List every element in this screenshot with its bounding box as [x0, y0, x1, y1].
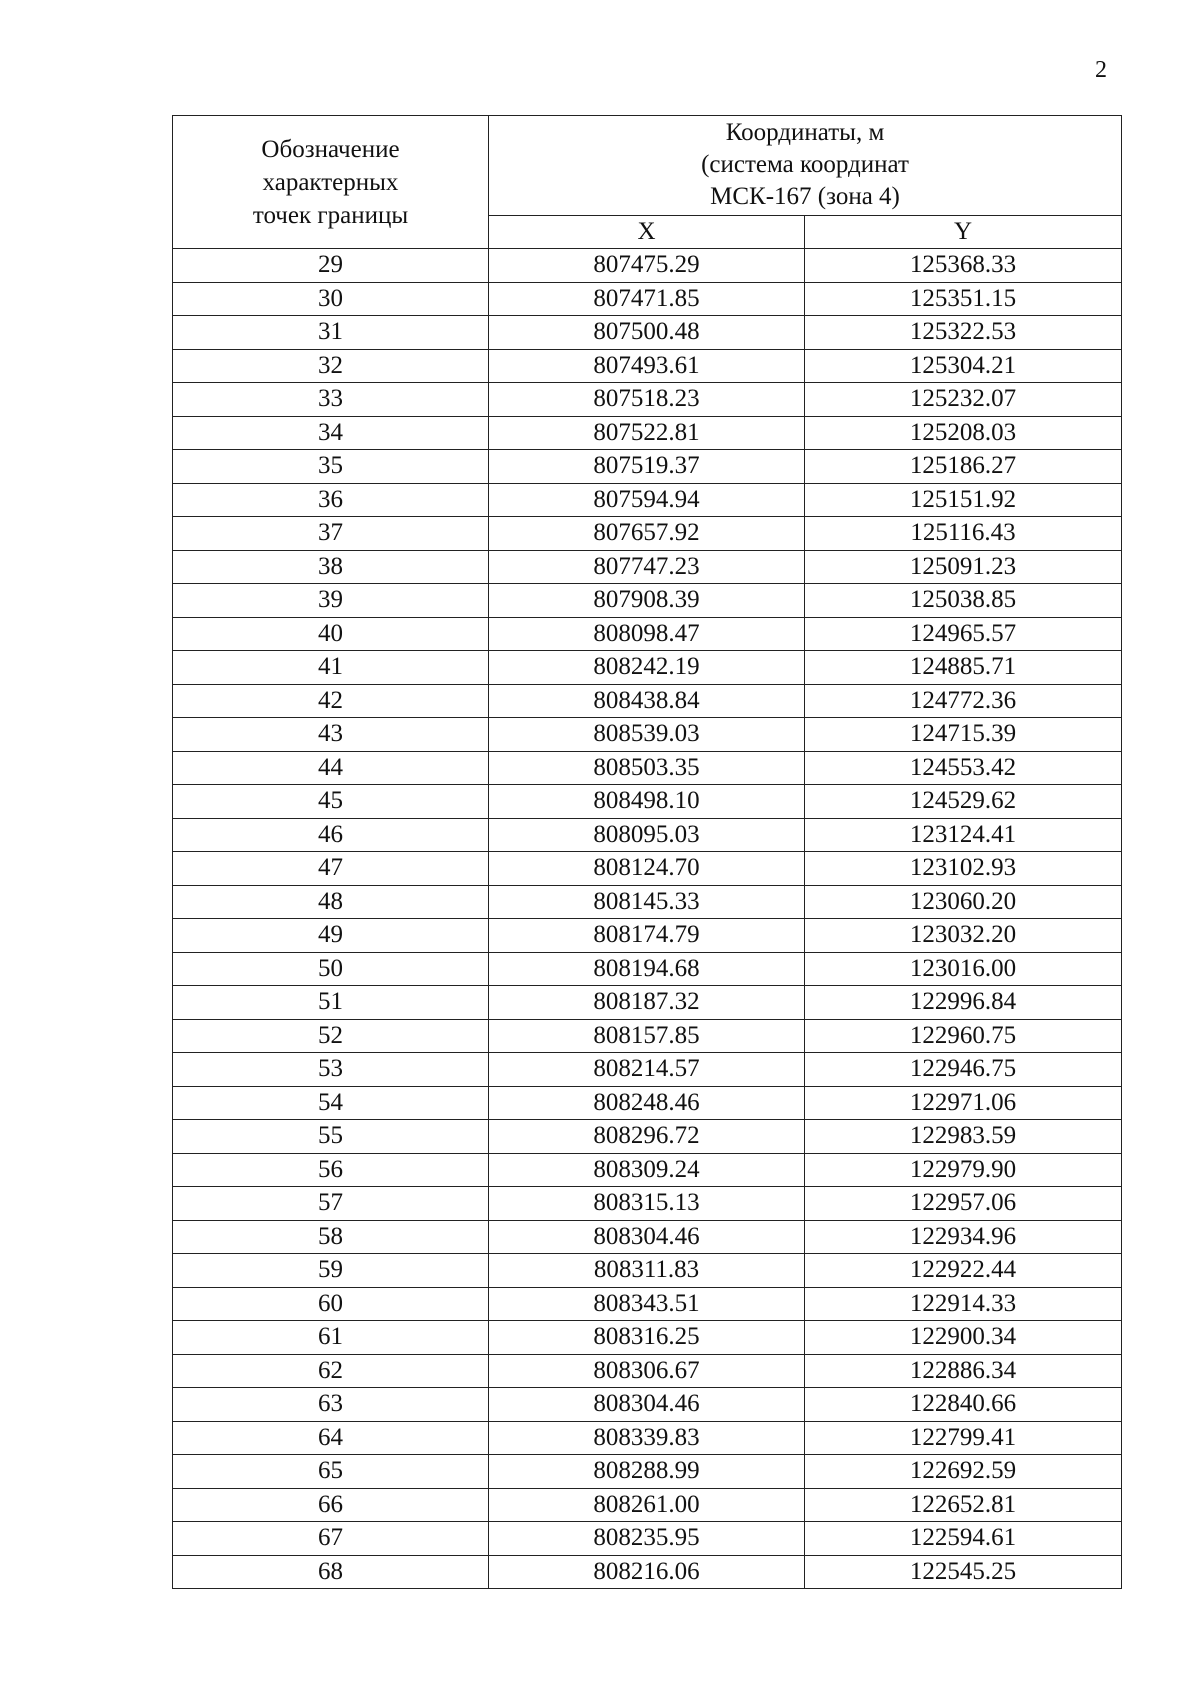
y-coordinate-cell: 124885.71: [805, 651, 1122, 685]
y-coordinate-cell: 124529.62: [805, 785, 1122, 819]
x-coordinate-cell: 808304.46: [489, 1388, 805, 1422]
y-coordinate-cell: 125322.53: [805, 316, 1122, 350]
y-coordinate-cell: 125232.07: [805, 383, 1122, 417]
point-designation-header: [173, 116, 489, 249]
table-row: [173, 1086, 1122, 1120]
table-row: [173, 919, 1122, 953]
y-coordinate-cell: 125116.43: [805, 517, 1122, 551]
y-coordinate-cell: 125151.92: [805, 483, 1122, 517]
y-coordinate-cell: 124965.57: [805, 617, 1122, 651]
point-cell: 62: [173, 1354, 489, 1388]
y-coordinate-cell: 123060.20: [805, 885, 1122, 919]
x-coordinate-cell: 808248.46: [489, 1086, 805, 1120]
table-row: [173, 1522, 1122, 1556]
table-row: [173, 651, 1122, 685]
y-coordinate-cell: 122996.84: [805, 986, 1122, 1020]
table-row: [173, 1354, 1122, 1388]
y-coordinate-cell: 122652.81: [805, 1488, 1122, 1522]
point-cell: 45: [173, 785, 489, 819]
x-coordinate-cell: 807475.29: [489, 249, 805, 283]
table-row: [173, 617, 1122, 651]
point-cell: 30: [173, 282, 489, 316]
y-coordinate-cell: 122886.34: [805, 1354, 1122, 1388]
x-coordinate-cell: 808242.19: [489, 651, 805, 685]
y-coordinate-cell: 122971.06: [805, 1086, 1122, 1120]
x-coordinate-cell: 808194.68: [489, 952, 805, 986]
point-cell: 38: [173, 550, 489, 584]
point-cell: 44: [173, 751, 489, 785]
x-coordinate-cell: 807594.94: [489, 483, 805, 517]
table-row: [173, 550, 1122, 584]
y-coordinate-cell: 122960.75: [805, 1019, 1122, 1053]
table-row: [173, 852, 1122, 886]
y-coordinate-cell: 122840.66: [805, 1388, 1122, 1422]
x-coordinate-cell: 808157.85: [489, 1019, 805, 1053]
table-row: [173, 718, 1122, 752]
point-cell: 64: [173, 1421, 489, 1455]
x-column-header: X: [489, 215, 805, 248]
point-cell: 49: [173, 919, 489, 953]
x-coordinate-cell: 807908.39: [489, 584, 805, 618]
y-coordinate-cell: 122594.61: [805, 1522, 1122, 1556]
coords-header-line: МСК-167 (зона 4): [710, 183, 900, 211]
point-header-line: характерных: [262, 168, 399, 196]
point-cell: 55: [173, 1120, 489, 1154]
point-cell: 61: [173, 1321, 489, 1355]
x-coordinate-cell: 808539.03: [489, 718, 805, 752]
y-coordinate-cell: 124715.39: [805, 718, 1122, 752]
x-coordinate-cell: 808343.51: [489, 1287, 805, 1321]
table-header: [173, 116, 1122, 249]
x-coordinate-cell: 808098.47: [489, 617, 805, 651]
y-coordinate-cell: 123032.20: [805, 919, 1122, 953]
x-coordinate-cell: 808216.06: [489, 1555, 805, 1589]
y-coordinate-cell: 122914.33: [805, 1287, 1122, 1321]
table-row: [173, 1321, 1122, 1355]
y-coordinate-cell: 123102.93: [805, 852, 1122, 886]
table-row: [173, 383, 1122, 417]
table-row: [173, 1019, 1122, 1053]
x-coordinate-cell: 808498.10: [489, 785, 805, 819]
y-coordinate-cell: 125208.03: [805, 416, 1122, 450]
x-coordinate-cell: 807522.81: [489, 416, 805, 450]
x-coordinate-cell: 808304.46: [489, 1220, 805, 1254]
y-coordinate-cell: 125304.21: [805, 349, 1122, 383]
x-coordinate-cell: 808339.83: [489, 1421, 805, 1455]
x-coordinate-cell: 808503.35: [489, 751, 805, 785]
table-row: [173, 818, 1122, 852]
y-coordinate-cell: 123016.00: [805, 952, 1122, 986]
x-coordinate-cell: 808296.72: [489, 1120, 805, 1154]
point-cell: 37: [173, 517, 489, 551]
point-cell: 36: [173, 483, 489, 517]
table-row: [173, 1120, 1122, 1154]
coords-header-line: (система координат: [701, 151, 909, 179]
point-cell: 60: [173, 1287, 489, 1321]
table-row: [173, 316, 1122, 350]
table-row: [173, 885, 1122, 919]
point-cell: 65: [173, 1455, 489, 1489]
y-coordinate-cell: 122979.90: [805, 1153, 1122, 1187]
point-cell: 50: [173, 952, 489, 986]
x-coordinate-cell: 808174.79: [489, 919, 805, 953]
point-header-line: точек границы: [252, 201, 409, 229]
table-row: [173, 249, 1122, 283]
point-cell: 33: [173, 383, 489, 417]
table-row: [173, 1287, 1122, 1321]
point-cell: 54: [173, 1086, 489, 1120]
table-row: [173, 751, 1122, 785]
y-coordinate-cell: 122799.41: [805, 1421, 1122, 1455]
table-body: [173, 249, 1122, 1589]
point-cell: 35: [173, 450, 489, 484]
y-coordinate-cell: 122692.59: [805, 1455, 1122, 1489]
point-cell: 67: [173, 1522, 489, 1556]
point-cell: 46: [173, 818, 489, 852]
table-row: [173, 416, 1122, 450]
x-coordinate-cell: 808311.83: [489, 1254, 805, 1288]
table-row: [173, 483, 1122, 517]
point-cell: 41: [173, 651, 489, 685]
table-row: [173, 684, 1122, 718]
table-row: [173, 282, 1122, 316]
table-row: [173, 1153, 1122, 1187]
y-coordinate-cell: 122946.75: [805, 1053, 1122, 1087]
point-cell: 48: [173, 885, 489, 919]
x-coordinate-cell: 807471.85: [489, 282, 805, 316]
table-row: [173, 1555, 1122, 1589]
table-row: [173, 1254, 1122, 1288]
table-row: [173, 1220, 1122, 1254]
y-coordinate-cell: 125186.27: [805, 450, 1122, 484]
point-cell: 29: [173, 249, 489, 283]
x-coordinate-cell: 808309.24: [489, 1153, 805, 1187]
x-coordinate-cell: 808145.33: [489, 885, 805, 919]
point-cell: 58: [173, 1220, 489, 1254]
page-number: 2: [1095, 57, 1107, 83]
y-coordinate-cell: 123124.41: [805, 818, 1122, 852]
point-cell: 32: [173, 349, 489, 383]
y-coordinate-cell: 124772.36: [805, 684, 1122, 718]
point-cell: 40: [173, 617, 489, 651]
y-coordinate-cell: 125351.15: [805, 282, 1122, 316]
y-coordinate-cell: 124553.42: [805, 751, 1122, 785]
x-coordinate-cell: 807493.61: [489, 349, 805, 383]
point-cell: 59: [173, 1254, 489, 1288]
point-cell: 53: [173, 1053, 489, 1087]
x-coordinate-cell: 808316.25: [489, 1321, 805, 1355]
coordinates-header: [489, 116, 1122, 216]
x-coordinate-cell: 807500.48: [489, 316, 805, 350]
coords-header-line: Координаты, м: [725, 119, 885, 147]
y-coordinate-cell: 122922.44: [805, 1254, 1122, 1288]
y-coordinate-cell: 122934.96: [805, 1220, 1122, 1254]
point-cell: 68: [173, 1555, 489, 1589]
point-cell: 63: [173, 1388, 489, 1422]
y-column-header: Y: [805, 215, 1122, 248]
x-coordinate-cell: 808095.03: [489, 818, 805, 852]
point-cell: 42: [173, 684, 489, 718]
table-row: [173, 1187, 1122, 1221]
x-coordinate-cell: 807518.23: [489, 383, 805, 417]
x-coordinate-cell: 808235.95: [489, 1522, 805, 1556]
point-cell: 47: [173, 852, 489, 886]
table-row: [173, 1053, 1122, 1087]
point-header-line: Обозначение: [261, 135, 400, 163]
point-cell: 39: [173, 584, 489, 618]
point-cell: 34: [173, 416, 489, 450]
table-row: [173, 952, 1122, 986]
table-row: [173, 1388, 1122, 1422]
x-coordinate-cell: 808288.99: [489, 1455, 805, 1489]
x-coordinate-cell: 808438.84: [489, 684, 805, 718]
x-coordinate-cell: 808214.57: [489, 1053, 805, 1087]
table-row: [173, 986, 1122, 1020]
x-coordinate-cell: 808306.67: [489, 1354, 805, 1388]
table-row: [173, 785, 1122, 819]
point-cell: 56: [173, 1153, 489, 1187]
point-cell: 52: [173, 1019, 489, 1053]
table-row: [173, 450, 1122, 484]
point-cell: 57: [173, 1187, 489, 1221]
table-row: [173, 517, 1122, 551]
y-coordinate-cell: 122900.34: [805, 1321, 1122, 1355]
y-coordinate-cell: 125368.33: [805, 249, 1122, 283]
y-coordinate-cell: 122957.06: [805, 1187, 1122, 1221]
point-cell: 43: [173, 718, 489, 752]
y-coordinate-cell: 122545.25: [805, 1555, 1122, 1589]
x-coordinate-cell: 808187.32: [489, 986, 805, 1020]
x-coordinate-cell: 808124.70: [489, 852, 805, 886]
x-coordinate-cell: 808315.13: [489, 1187, 805, 1221]
x-coordinate-cell: 807519.37: [489, 450, 805, 484]
table-row: [173, 584, 1122, 618]
point-cell: 51: [173, 986, 489, 1020]
coordinates-table: [172, 115, 1122, 1589]
point-cell: 31: [173, 316, 489, 350]
table-row: [173, 1488, 1122, 1522]
table-row: [173, 1455, 1122, 1489]
y-coordinate-cell: 122983.59: [805, 1120, 1122, 1154]
point-cell: 66: [173, 1488, 489, 1522]
table-row: [173, 1421, 1122, 1455]
y-coordinate-cell: 125091.23: [805, 550, 1122, 584]
x-coordinate-cell: 807657.92: [489, 517, 805, 551]
x-coordinate-cell: 807747.23: [489, 550, 805, 584]
x-coordinate-cell: 808261.00: [489, 1488, 805, 1522]
y-coordinate-cell: 125038.85: [805, 584, 1122, 618]
table-row: [173, 349, 1122, 383]
